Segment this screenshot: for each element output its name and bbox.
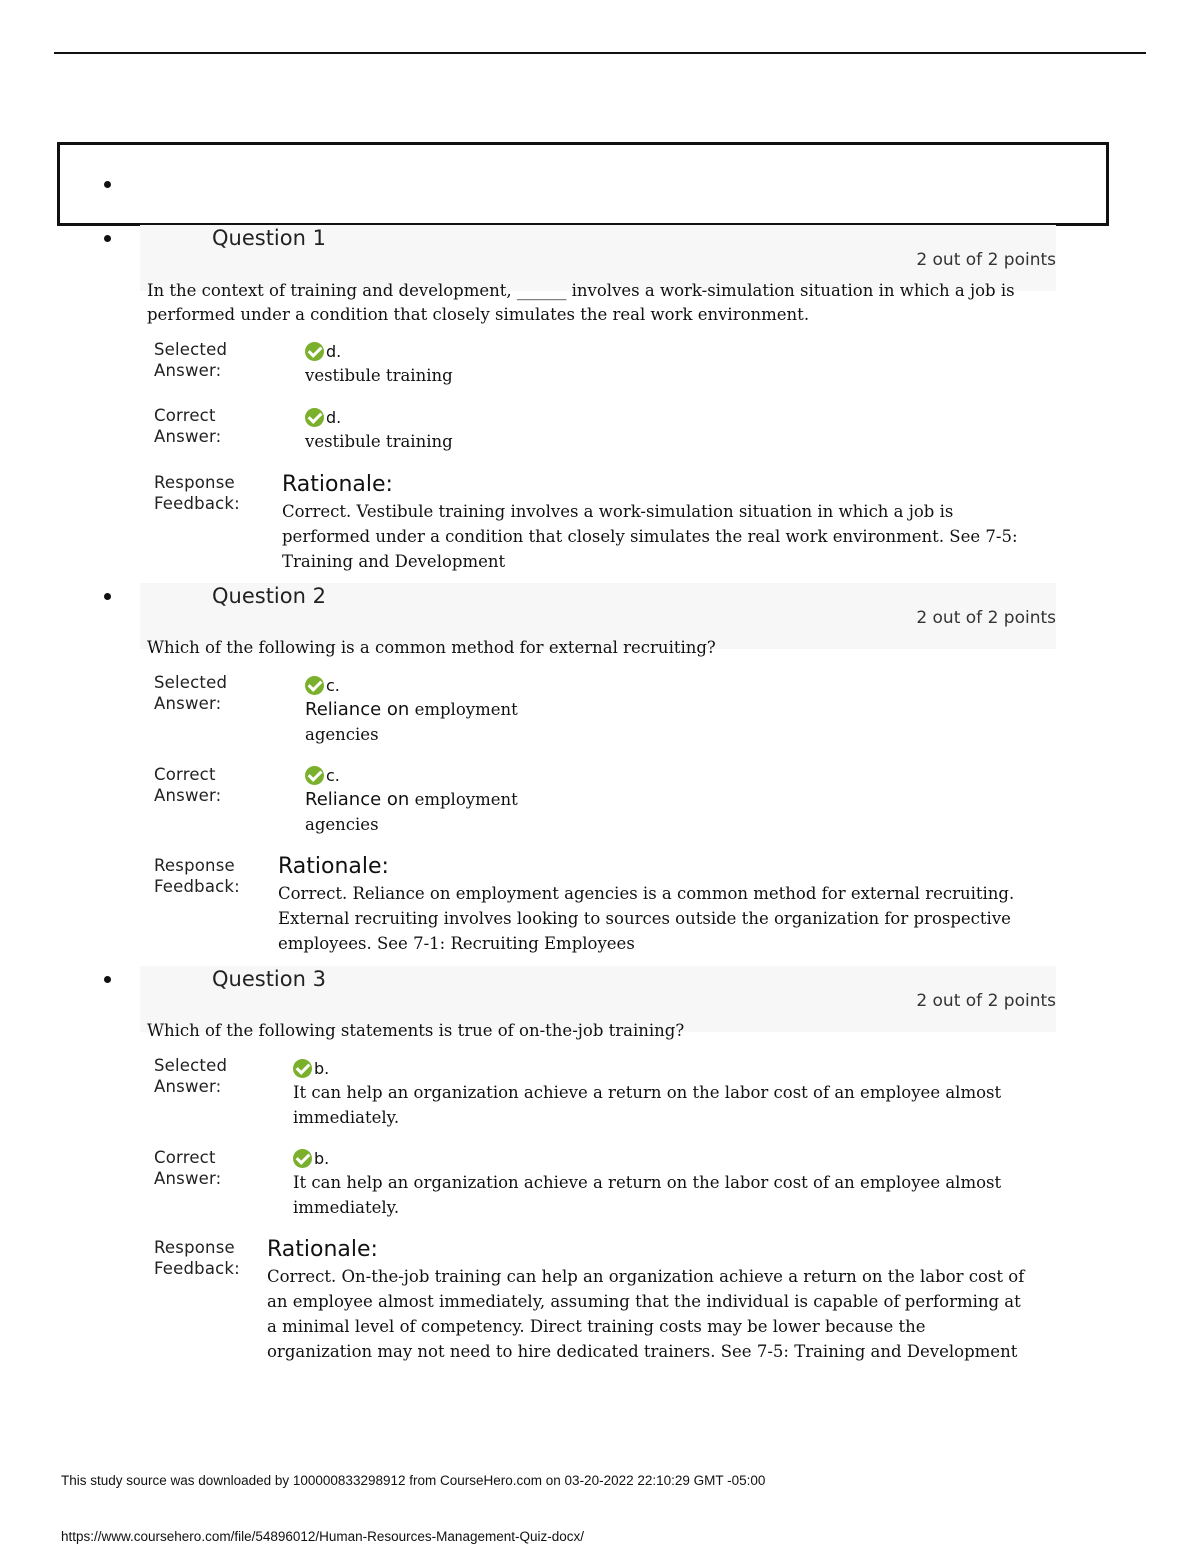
correct-answer (293, 1146, 1033, 1220)
correct-answer (305, 405, 453, 454)
bullet-icon (104, 593, 111, 600)
question-text: Which of the following is a common method for external recruiting? (147, 638, 716, 657)
correct-answer-label: Correct Answer: (154, 1148, 222, 1188)
rationale-title: Rationale: (278, 854, 389, 879)
question-text: Which of the following statements is true of on-the-job training? (147, 1021, 685, 1040)
answer-text-part: Reliance on (305, 699, 410, 720)
response-feedback (282, 471, 1027, 574)
bullet-icon (104, 181, 111, 188)
rationale-title: Rationale: (282, 472, 393, 497)
response-feedback-label: Response Feedback: (154, 1238, 240, 1278)
question-text: In the context of training and development, ______ involves a work-simulation situation in which a job is performed under a condition that closely simulates the real work environment. (147, 281, 1015, 324)
response-feedback (278, 853, 1028, 956)
rationale-text: Correct. Vestibule training involves a work-simulation situation in which a job is performed under a condition that closely simulates the real work environment. See 7-5: Training and Development (282, 502, 1018, 571)
answer-letter: c. (326, 765, 340, 785)
top-rule (54, 52, 1146, 54)
correct-check-icon (305, 676, 324, 695)
answer-text: vestibule training (305, 432, 453, 451)
selected-answer-label: Selected Answer: (154, 340, 228, 380)
question-points: 2 out of 2 points (916, 250, 1056, 270)
question-points: 2 out of 2 points (916, 608, 1056, 628)
answer-letter: b. (314, 1148, 330, 1168)
selected-answer (305, 339, 453, 388)
selected-answer (305, 673, 555, 747)
correct-answer-label: Correct Answer: (154, 406, 222, 446)
correct-check-icon (305, 408, 324, 427)
correct-check-icon (293, 1149, 312, 1168)
selected-answer (293, 1056, 1033, 1130)
response-feedback-label: Response Feedback: (154, 856, 240, 896)
answer-text-part: employment agencies (305, 790, 518, 834)
correct-answer-label: Correct Answer: (154, 765, 222, 805)
answer-text: It can help an organization achieve a return on the labor cost of an employee almost immediately. (293, 1083, 1002, 1127)
download-notice: This study source was downloaded by 100000833298912 from CourseHero.com on 03-20-2022 22:10:29 GMT -05:00 (61, 1473, 766, 1488)
answer-letter: b. (314, 1058, 330, 1078)
response-feedback-label: Response Feedback: (154, 473, 240, 513)
correct-check-icon (305, 766, 324, 785)
answer-text (305, 697, 555, 747)
response-feedback (267, 1236, 1027, 1364)
answer-letter: c. (326, 675, 340, 695)
rationale-text: Correct. On-the-job training can help an organization achieve a return on the labor cost of an employee almost immediately, assuming that the individual is capable of performing at a minimal level of competency. Direct training costs may be lower because the organization may not need to hire dedicated trainers. See 7-5: Training and Development (267, 1267, 1025, 1361)
question-title: Question 1 (212, 226, 326, 250)
bullet-icon (104, 976, 111, 983)
question-title: Question 3 (212, 967, 326, 991)
answer-letter: d. (326, 407, 342, 427)
rationale-text: Correct. Reliance on employment agencies is a common method for external recruiting. External recruiting involves looking to sources outside the organization for prospective employees. See 7-1: Recruiting Employees (278, 884, 1015, 953)
question-points: 2 out of 2 points (916, 991, 1056, 1011)
correct-check-icon (305, 342, 324, 361)
correct-answer (305, 763, 555, 837)
question-title: Question 2 (212, 584, 326, 608)
selected-answer-label: Selected Answer: (154, 673, 228, 713)
source-url[interactable]: https://www.coursehero.com/file/54896012/Human-Resources-Management-Quiz-docx/ (61, 1529, 584, 1544)
header-box (57, 142, 1109, 226)
answer-text: vestibule training (305, 366, 453, 385)
selected-answer-label: Selected Answer: (154, 1056, 228, 1096)
answer-text: It can help an organization achieve a return on the labor cost of an employee almost immediately. (293, 1173, 1002, 1217)
bullet-icon (104, 235, 111, 242)
rationale-title: Rationale: (267, 1237, 378, 1262)
correct-check-icon (293, 1059, 312, 1078)
answer-text-part: Reliance on (305, 789, 410, 810)
answer-letter: d. (326, 341, 342, 361)
answer-text-part: employment agencies (305, 700, 518, 744)
answer-text (305, 787, 555, 837)
